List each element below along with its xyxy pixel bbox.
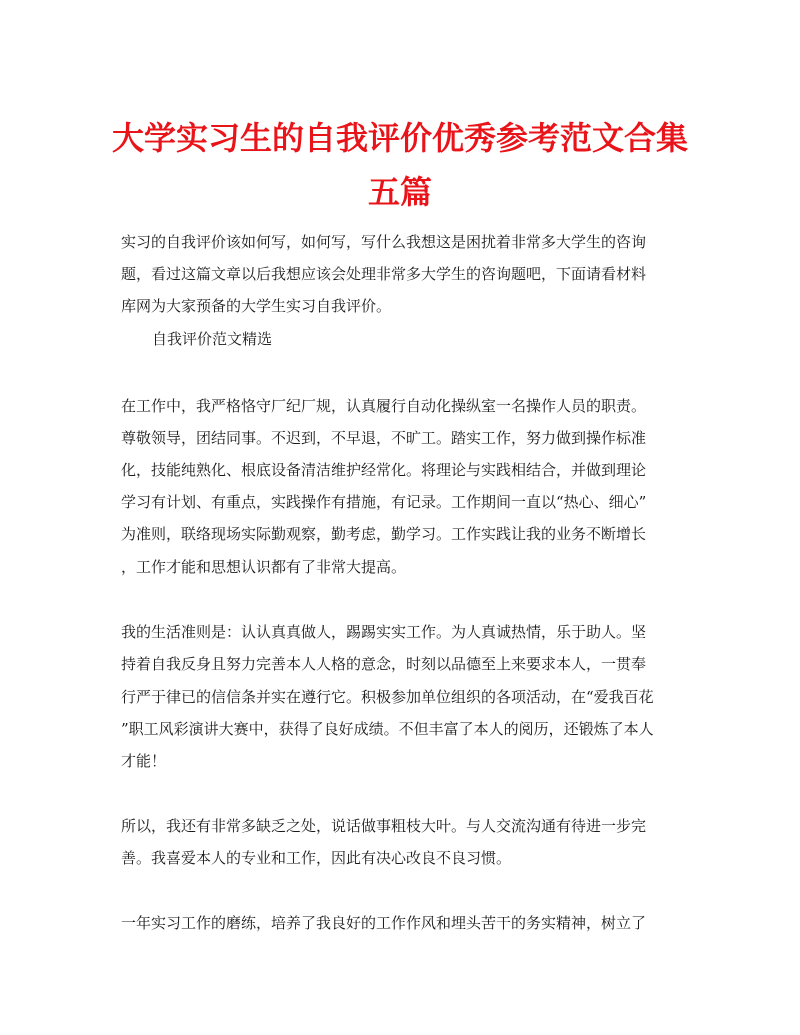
paragraph-3-line-6: ，工作才能和思想认识都有了非常大提高。: [121, 558, 407, 576]
paragraph-4-line-5: 才能！: [121, 752, 167, 770]
paragraph-3-line-5: 为准则，联络现场实际勤观察，勤考虑，勤学习。工作实践让我的业务不断增长: [121, 525, 647, 543]
section-subheading: 自我评价范文精选: [152, 330, 273, 348]
paragraph-4-line-1: 我的生活准则是：认认真真做人，踢踢实实工作。为人真诚热情，乐于助人。坚: [121, 623, 647, 641]
paragraph-6-line-1: 一年实习工作的磨练，培养了我良好的工作作风和埋头苦干的务实精神，树立了: [121, 914, 647, 932]
paragraph-3-line-3: 化，技能纯熟化、根底设备清洁维护经常化。将理论与实践相结合，并做到理论: [121, 461, 647, 479]
paragraph-5-line-2: 善。我喜爱本人的专业和工作，因此有决心改良不良习惯。: [121, 849, 512, 867]
paragraph-4-line-2: 持着自我反身且努力完善本人人格的意念，时刻以品德至上来要求本人，一贯奉: [121, 655, 647, 673]
document-title-line-1: 大学实习生的自我评价优秀参考范文合集: [111, 119, 688, 157]
paragraph-3-line-2: 尊敬领导，团结同事。不迟到，不早退，不旷工。踏实工作，努力做到操作标准: [121, 429, 647, 447]
paragraph-3-line-4: 学习有计划、有重点，实践操作有措施，有记录。工作期间一直以“热心、细心”: [121, 493, 647, 511]
paragraph-4-line-4: ”职工风彩演讲大赛中，获得了良好成绩。不但丰富了本人的阅历，还锻炼了本人: [121, 720, 654, 738]
paragraph-5-line-1: 所以，我还有非常多缺乏之处，说话做事粗枝大叶。与人交流沟通有待进一步完: [121, 817, 647, 835]
document-title-line-2: 五篇: [367, 173, 432, 211]
paragraph-4-line-3: 行严于律已的信信条并实在遵行它。积极参加单位组织的各项活动，在“爱我百花: [121, 688, 654, 706]
paragraph-1-line-3: 库网为大家预备的大学生实习自我评价。: [121, 297, 392, 315]
paragraph-1-line-2: 题，看过这篇文章以后我想应该会处理非常多大学生的咨询题吧，下面请看材料: [121, 265, 647, 283]
paragraph-1-line-1: 实习的自我评价该如何写，如何写，写什么我想这是困扰着非常多大学生的咨询: [121, 233, 647, 251]
paragraph-3-line-1: 在工作中，我严格恪守厂纪厂规，认真履行自动化操纵室一名操作人员的职责。: [121, 397, 647, 415]
